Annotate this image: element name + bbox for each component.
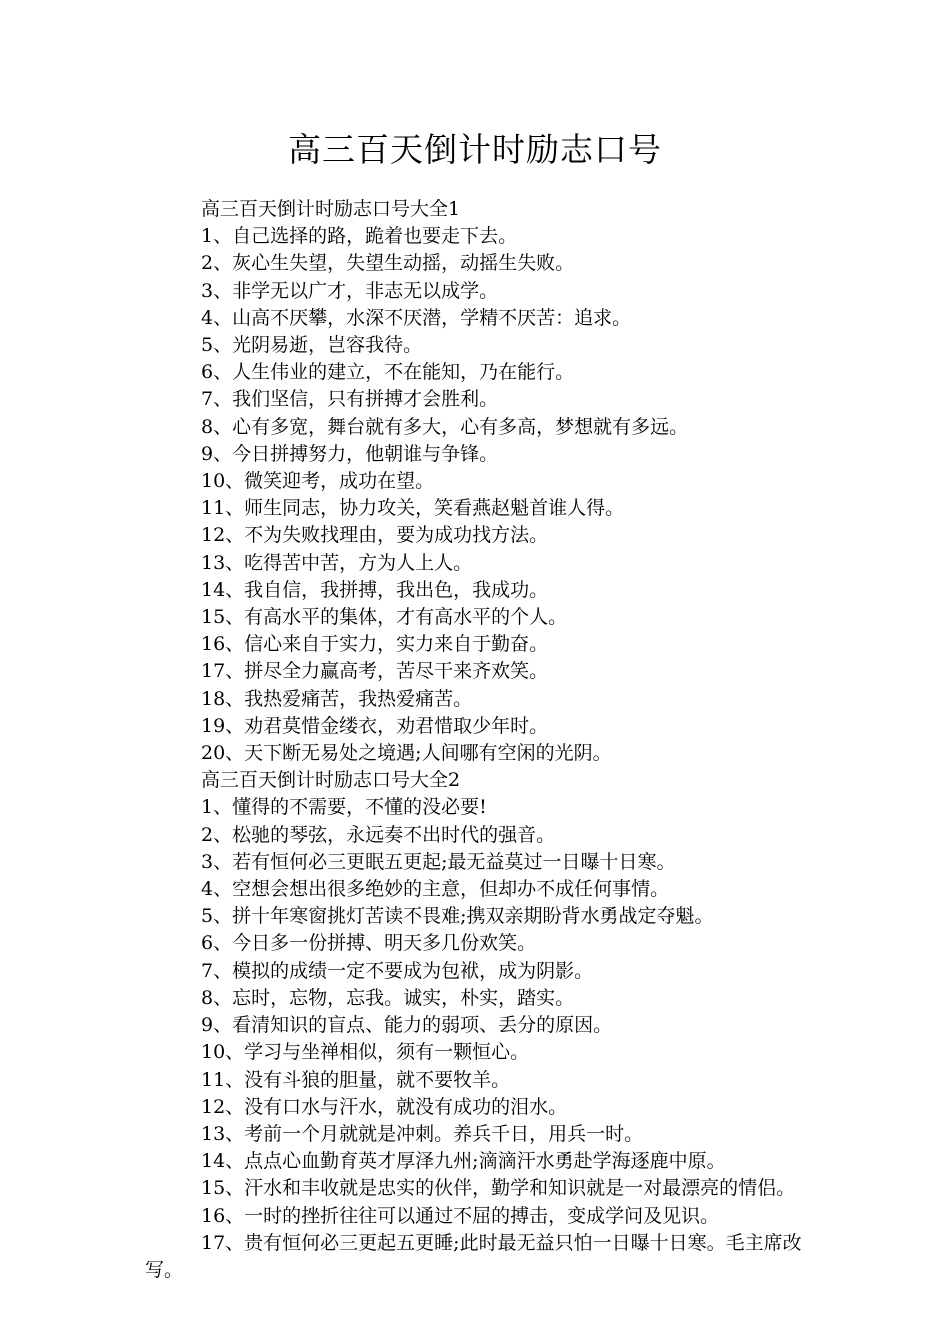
list-item: 18、我热爱痛苦，我热爱痛苦。 bbox=[201, 687, 473, 710]
list-item: 11、没有斗狼的胆量，就不要牧羊。 bbox=[201, 1068, 511, 1091]
list-item: 5、拼十年寒窗挑灯苦读不畏难;携双亲期盼背水勇战定夺魁。 bbox=[201, 905, 714, 928]
section-heading-1: 高三百天倒计时励志口号大全1 bbox=[201, 198, 461, 220]
list-item: 16、信心来自于实力，实力来自于勤奋。 bbox=[201, 633, 549, 656]
list-item: 4、空想会想出很多绝妙的主意，但却办不成任何事情。 bbox=[201, 878, 670, 901]
list-item: 6、人生伟业的建立，不在能知，乃在能行。 bbox=[201, 361, 575, 384]
list-item: 12、不为失败找理由，要为成功找方法。 bbox=[201, 524, 549, 547]
section-heading-2: 高三百天倒计时励志口号大全2 bbox=[201, 769, 461, 792]
list-item: 4、山高不厌攀，水深不厌潜，学精不厌苦：追求。 bbox=[201, 306, 632, 329]
list-item: 12、没有口水与汗水，就没有成功的泪水。 bbox=[201, 1095, 568, 1118]
list-item: 7、我们坚信，只有拼搏才会胜利。 bbox=[201, 388, 499, 411]
list-item: 8、心有多宽，舞台就有多大，心有多高，梦想就有多远。 bbox=[201, 415, 689, 438]
list-item: 1、懂得的不需要，不懂的没必要! bbox=[201, 796, 487, 819]
list-item: 8、忘时，忘物，忘我。诚实，朴实，踏实。 bbox=[201, 986, 575, 1009]
list-item: 14、点点心血勤育英才厚泽九州;滴滴汗水勇赴学海逐鹿中原。 bbox=[201, 1150, 726, 1173]
list-item: 10、学习与坐禅相似，须有一颗恒心。 bbox=[201, 1041, 530, 1064]
list-item: 20、天下断无易处之境遇;人间哪有空闲的光阴。 bbox=[201, 742, 612, 765]
list-item: 14、我自信，我拼搏，我出色，我成功。 bbox=[201, 578, 549, 601]
list-item: 17、拼尽全力赢高考，苦尽干来齐欢笑。 bbox=[201, 660, 549, 683]
list-item: 11、师生同志，协力攻关，笑看燕赵魁首谁人得。 bbox=[201, 497, 625, 520]
list-item: 6、今日多一份拼搏、明天多几份欢笑。 bbox=[201, 932, 537, 955]
list-item: 3、若有恒何必三更眠五更起;最无益莫过一日曝十日寒。 bbox=[201, 850, 676, 873]
list-item: 9、今日拼搏努力，他朝谁与争锋。 bbox=[201, 442, 499, 465]
list-item: 1、自己选择的路，跪着也要走下去。 bbox=[201, 225, 518, 248]
list-item: 9、看清知识的盲点、能力的弱项、丢分的原因。 bbox=[201, 1014, 613, 1037]
list-item: 10、微笑迎考，成功在望。 bbox=[201, 470, 435, 493]
list-item: 2、灰心生失望，失望生动摇，动摇生失败。 bbox=[201, 252, 575, 275]
list-item: 19、劝君莫惜金缕衣，劝君惜取少年时。 bbox=[201, 714, 549, 737]
list-item: 13、吃得苦中苦，方为人上人。 bbox=[201, 551, 473, 574]
list-item: 16、一时的挫折往往可以通过不屈的搏击，变成学问及见识。 bbox=[201, 1204, 720, 1227]
list-item: 3、非学无以广才，非志无以成学。 bbox=[201, 279, 499, 302]
list-item: 2、松驰的琴弦，永远奏不出时代的强音。 bbox=[201, 823, 556, 846]
document-body bbox=[145, 196, 815, 1284]
list-item: 5、光阴易逝，岂容我待。 bbox=[201, 334, 423, 357]
list-item: 13、考前一个月就就是冲刺。养兵千日，用兵一时。 bbox=[201, 1122, 644, 1145]
list-item: 17、贵有恒何必三更起五更睡;此时最无益只怕一日曝十日寒。毛主席改写。 bbox=[145, 1231, 802, 1281]
document-title: 高三百天倒计时励志口号 bbox=[288, 130, 662, 169]
list-item: 15、有高水平的集体，才有高水平的个人。 bbox=[201, 606, 568, 629]
list-item: 7、模拟的成绩一定不要成为包袱，成为阴影。 bbox=[201, 959, 594, 982]
list-item: 15、汗水和丰收就是忠实的伙伴，勤学和知识就是一对最漂亮的情侣。 bbox=[201, 1177, 796, 1200]
